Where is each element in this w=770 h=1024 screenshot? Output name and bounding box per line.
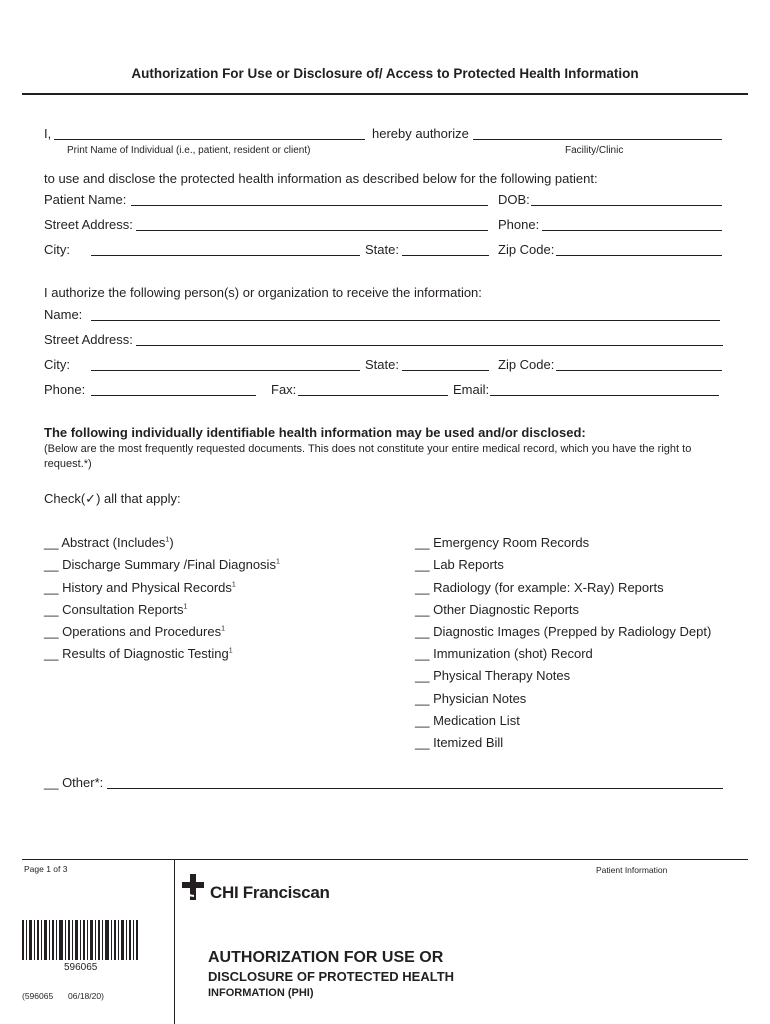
- individual-name-field[interactable]: [54, 139, 365, 140]
- patient-name-field[interactable]: [131, 205, 488, 206]
- checklist-item-emergency-room[interactable]: __ Emergency Room Records: [415, 535, 590, 550]
- form-title: Authorization For Use or Disclosure of/ Access to Protected Health Information: [131, 66, 639, 81]
- patient-street-field[interactable]: [136, 230, 488, 231]
- form-code: (596065: [22, 991, 54, 1001]
- checklist-item-other-diagnostic[interactable]: __ Other Diagnostic Reports: [415, 602, 580, 617]
- barcode-icon: [22, 920, 138, 960]
- checklist-item-lab-reports[interactable]: __ Lab Reports: [415, 557, 504, 572]
- authorization-prefix: I,: [44, 126, 52, 141]
- hereby-authorize-text: hereby authorize: [372, 126, 469, 141]
- check-instruction: Check(✓) all that apply:: [44, 491, 181, 506]
- checklist-item-physician-notes[interactable]: __ Physician Notes: [415, 691, 527, 706]
- recipient-phone-field[interactable]: [91, 395, 256, 396]
- recipient-zip-field[interactable]: [556, 370, 722, 371]
- recipient-street-label: Street Address:: [44, 332, 133, 347]
- patient-name-label: Patient Name:: [44, 192, 127, 207]
- recipient-state-label: State:: [365, 357, 399, 372]
- patient-zip-field[interactable]: [556, 255, 722, 256]
- recipient-intro: I authorize the following person(s) or organization to receive the information:: [44, 285, 482, 300]
- patient-information-label: Patient Information: [596, 865, 668, 875]
- recipient-phone-label: Phone:: [44, 382, 86, 397]
- checklist-item-medication-list[interactable]: __ Medication List: [415, 713, 520, 728]
- recipient-city-field[interactable]: [91, 370, 360, 371]
- title-divider: [22, 93, 748, 95]
- checklist-item-itemized-bill[interactable]: __ Itemized Bill: [415, 735, 504, 750]
- patient-phone-label: Phone:: [498, 217, 540, 232]
- disclosure-note: (Below are the most frequently requested documents. This does not constitute your entire medical record, which you have the right to request.*): [44, 443, 692, 470]
- individual-name-caption: Print Name of Individual (i.e., patient, resident or client): [67, 145, 311, 156]
- other-label: __ Other*:: [44, 775, 104, 790]
- page-number: Page 1 of 3: [24, 864, 68, 874]
- chi-cross-icon: [180, 872, 208, 902]
- form-date: 06/18/20): [68, 991, 104, 1001]
- other-field[interactable]: [107, 788, 723, 789]
- checklist-item-diagnostic-images[interactable]: __ Diagnostic Images (Prepped by Radiology Dept): [415, 624, 712, 639]
- checklist-item-diagnostic-testing[interactable]: __ Results of Diagnostic Testing$^1$: [44, 646, 233, 661]
- dob-label: DOB:: [498, 192, 530, 207]
- recipient-email-label: Email:: [453, 382, 490, 397]
- recipient-fax-label: Fax:: [271, 382, 297, 397]
- footer-divider: [22, 859, 748, 860]
- checklist-item-history-physical[interactable]: __ History and Physical Records$^1$: [44, 580, 236, 595]
- checklist-item-operations-procedures[interactable]: __ Operations and Procedures$^1$: [44, 624, 225, 639]
- authorization-intro: to use and disclose the protected health information as described below for the following patient:: [44, 171, 598, 186]
- checklist-item-radiology-reports[interactable]: __ Radiology (for example: X-Ray) Reports: [415, 580, 664, 595]
- dob-field[interactable]: [531, 205, 722, 206]
- facility-caption: Facility/Clinic: [565, 145, 624, 156]
- logo-text: CHI Franciscan: [210, 883, 330, 902]
- checklist-item-immunization[interactable]: __ Immunization (shot) Record: [415, 646, 593, 661]
- document-title-line-1: AUTHORIZATION FOR USE OR: [208, 949, 444, 966]
- recipient-city-label: City:: [44, 357, 70, 372]
- checklist-item-physical-therapy[interactable]: __ Physical Therapy Notes: [415, 668, 571, 683]
- recipient-state-field[interactable]: [402, 370, 489, 371]
- barcode-number: 596065: [64, 962, 98, 973]
- disclosure-heading: The following individually identifiable health information may be used and/or disclosed:: [44, 425, 586, 440]
- patient-city-field[interactable]: [91, 255, 360, 256]
- footer-column-divider: [174, 859, 175, 1024]
- recipient-zip-label: Zip Code:: [498, 357, 555, 372]
- facility-field[interactable]: [473, 139, 722, 140]
- patient-zip-label: Zip Code:: [498, 242, 555, 257]
- recipient-fax-field[interactable]: [298, 395, 448, 396]
- patient-state-label: State:: [365, 242, 399, 257]
- patient-state-field[interactable]: [402, 255, 489, 256]
- patient-city-label: City:: [44, 242, 70, 257]
- document-title-line-2: DISCLOSURE OF PROTECTED HEALTH: [208, 969, 455, 984]
- recipient-street-field[interactable]: [136, 345, 723, 346]
- checklist-item-discharge-summary[interactable]: __ Discharge Summary /Final Diagnosis$^1$: [44, 557, 280, 572]
- checklist-item-consultation-reports[interactable]: __ Consultation Reports$^1$: [44, 602, 188, 617]
- recipient-name-label: Name:: [44, 307, 83, 322]
- patient-phone-field[interactable]: [542, 230, 722, 231]
- recipient-email-field[interactable]: [490, 395, 719, 396]
- document-title-line-3: INFORMATION (PHI): [208, 987, 314, 999]
- checklist-item-abstract[interactable]: __ Abstract (Includes$^1$): [44, 535, 174, 550]
- recipient-name-field[interactable]: [91, 320, 720, 321]
- patient-street-label: Street Address:: [44, 217, 133, 232]
